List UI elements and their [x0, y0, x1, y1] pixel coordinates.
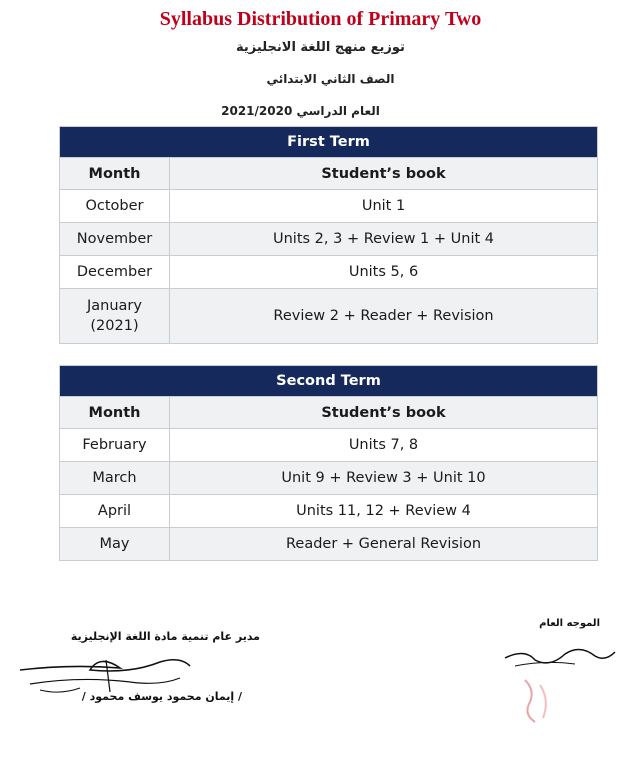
left-signatory-name: / إيمان محمود يوسف محمود / [81, 690, 242, 703]
table-row [60, 256, 598, 289]
content-cell: Reader + General Revision [170, 528, 598, 561]
handwritten-signature-left [10, 640, 240, 710]
arabic-subtitle: توزيع منهج اللغة الانجليزية [236, 40, 405, 55]
table-row [60, 289, 598, 344]
content-cell: Unit 1 [170, 190, 598, 223]
table-row [60, 190, 598, 223]
first-term-table [59, 126, 598, 344]
right-signatory-title: الموجه العام [539, 618, 600, 629]
table-row [60, 495, 598, 528]
second-term-heading: Second Term [60, 366, 598, 397]
month-cell: October [60, 190, 170, 223]
month-cell [60, 289, 170, 344]
month-cell: February [60, 429, 170, 462]
arabic-grade: الصف الثاني الابتدائي [266, 72, 395, 86]
second-term-table [59, 365, 598, 561]
content-cell: Units 2, 3 + Review 1 + Unit 4 [170, 223, 598, 256]
first-term-heading: First Term [60, 127, 598, 158]
table-row [60, 462, 598, 495]
content-cell: Units 7, 8 [170, 429, 598, 462]
content-cell: Units 5, 6 [170, 256, 598, 289]
table-row [60, 429, 598, 462]
content-cell: Unit 9 + Review 3 + Unit 10 [170, 462, 598, 495]
book-column-header: Student’s book [170, 158, 598, 190]
content-cell: Units 11, 12 + Review 4 [170, 495, 598, 528]
month-cell: December [60, 256, 170, 289]
month-cell: November [60, 223, 170, 256]
table-row [60, 528, 598, 561]
handwritten-signature-right [495, 630, 625, 730]
month-column-header: Month [60, 158, 170, 190]
table-row [60, 223, 598, 256]
left-signatory-title: مدير عام تنمية مادة اللغة الإنجليزية [70, 630, 260, 643]
content-cell: Review 2 + Reader + Revision [170, 289, 598, 344]
month-cell: March [60, 462, 170, 495]
month-column-header: Month [60, 397, 170, 429]
month-cell: April [60, 495, 170, 528]
right-signature-block [500, 618, 600, 629]
arabic-year: العام الدراسي 2021/2020 [221, 104, 380, 118]
month-cell: May [60, 528, 170, 561]
document-title: Syllabus Distribution of Primary Two [159, 8, 482, 30]
month-year: (2021) [90, 318, 139, 334]
month-name: January [87, 298, 142, 314]
book-column-header: Student’s book [170, 397, 598, 429]
